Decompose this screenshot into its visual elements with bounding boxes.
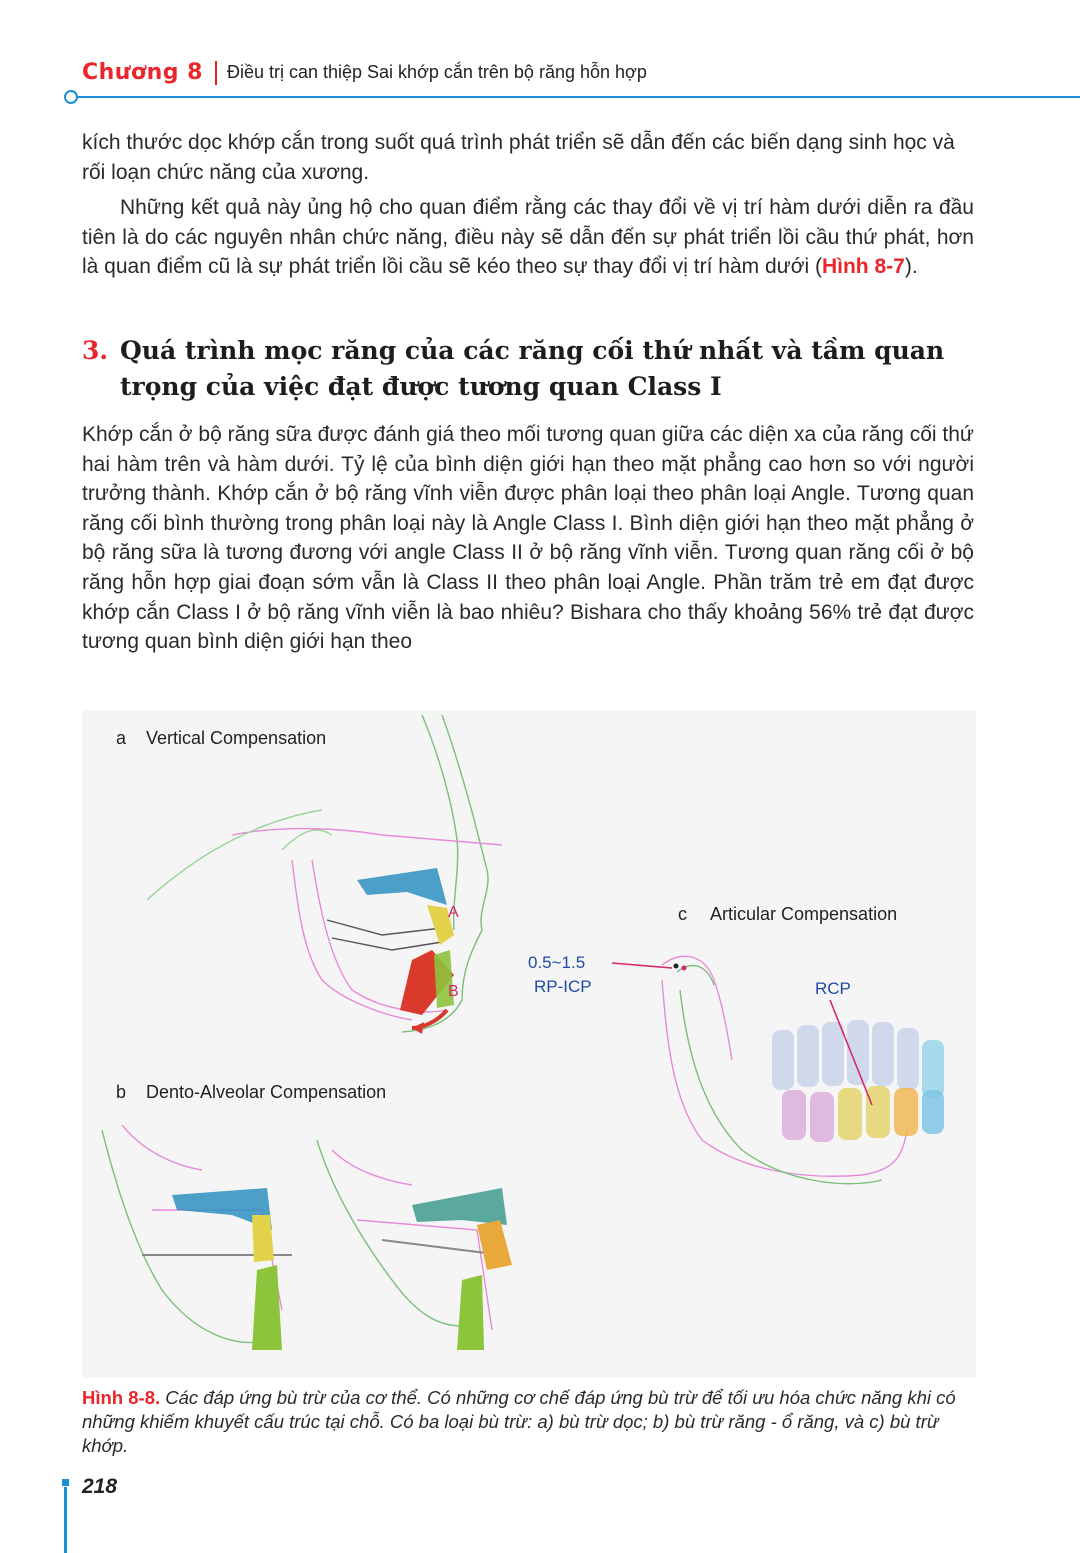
section-number: 3. xyxy=(82,336,109,365)
rp-icp-label: RP-ICP xyxy=(534,977,592,996)
paragraph-1: kích thước dọc khớp cắn trong suốt quá trình phát triển sẽ dẫn đến các biến dạng sinh học và rối loạn chức năng của xương. xyxy=(82,131,955,184)
section-title: Quá trình mọc răng của các răng cối thứ nhất và tầm quan trọng của việc đạt được tương quan Class I xyxy=(120,336,945,401)
page-marker-square xyxy=(62,1479,69,1486)
figure-illustration xyxy=(82,710,976,1378)
header-separator xyxy=(215,61,217,85)
rotation-arrowhead xyxy=(412,1022,424,1034)
figure-8-8 xyxy=(82,710,976,1378)
panel-b1-incisor-green xyxy=(252,1265,282,1350)
page-marker-bar xyxy=(64,1487,67,1553)
panel-b2-incisor-green xyxy=(457,1275,484,1350)
panel-a-title: Vertical Compensation xyxy=(146,728,327,748)
header-rule-dot xyxy=(64,90,78,104)
paragraph-3: Khớp cắn ở bộ răng sữa được đánh giá theo mối tương quan giữa các diện xa của răng cối thứ hai hàm trên và hàm dưới. Tỷ lệ của bình diện giới hạn theo mặt phẳng cao hơn so với người trưởng thành. Khớp cắn ở bộ răng vĩnh viễn được phân loại theo phân loại Angle. Tương quan răng cối bình thường trong phân loại này là Angle Class I. Bình diện giới hạn theo mặt phẳng ở bộ răng sữa là tương đương với angle Class II ở bộ răng vĩnh viễn. Tương quan răng cối ở bộ răng hỗn hợp giai đoạn sớm vẫn là Class II theo phân loại Angle. Phần trăm trẻ em đạt được khớp cắn Class I ở bộ răng vĩnh viễn là bao nhiêu? Bishara cho thấy khoảng 56% trẻ đạt được tương quan bình diện giới hạn theo xyxy=(82,423,974,654)
panel-c-teeth xyxy=(772,1020,944,1142)
panel-c-title: Articular Compensation xyxy=(710,904,898,924)
figure-reference-link[interactable]: Hình 8-7 xyxy=(821,255,905,279)
panel-b-title: Dento-Alveolar Compensation xyxy=(146,1082,387,1102)
paragraph-2 xyxy=(82,193,974,282)
panel-c-letter: c xyxy=(678,904,687,924)
paragraph-2-end: ). xyxy=(904,255,918,279)
page-number: 218 xyxy=(82,1475,118,1498)
paragraph-2-text: Những kết quả này ủng hộ cho quan điểm rằng các thay đổi về vị trí hàm dưới diễn ra đầu tiên là do các nguyên nhân chức năng, điều này sẽ dẫn đến sự phát triển lồi cầu thứ phát, hơn là quan điểm cũ là sự phát triển lồi cầu sẽ kéo theo sự thay đổi vị trí hàm dưới ( xyxy=(82,196,974,279)
rcp-label: RCP xyxy=(815,979,851,998)
running-header xyxy=(82,60,647,85)
panel-b-letter: b xyxy=(116,1082,127,1102)
section-heading xyxy=(82,333,982,405)
panel-b2-maxilla-teal xyxy=(412,1188,507,1225)
label-a-marker: A xyxy=(448,904,459,921)
maxilla-blue-shape xyxy=(357,868,447,905)
panel-a-letter: a xyxy=(116,728,127,748)
panel-b-illustration xyxy=(102,1125,502,1343)
condyle-dot-2 xyxy=(682,966,687,971)
chapter-label: Chương 8 xyxy=(82,60,203,85)
label-b-marker: B xyxy=(448,983,459,1000)
range-label: 0.5~1.5 xyxy=(528,953,586,972)
chapter-title: Điều trị can thiệp Sai khớp cắn trên bộ răng hỗn hợp xyxy=(226,62,647,82)
caption-text: Các đáp ứng bù trừ của cơ thể. Có những cơ chế đáp ứng bù trừ để tối ưu hóa chức năng khi có những khiếm khuyết cấu trúc tại chỗ. Có ba loại bù trừ: a) bù trừ dọc; b) bù trừ răng - ổ răng, và c) bù trừ khớp. xyxy=(82,1387,956,1456)
condyle-dot-1 xyxy=(674,964,679,969)
header-rule xyxy=(72,96,1080,98)
caption-label: Hình 8-8. xyxy=(82,1387,161,1408)
figure-caption xyxy=(82,1386,982,1458)
